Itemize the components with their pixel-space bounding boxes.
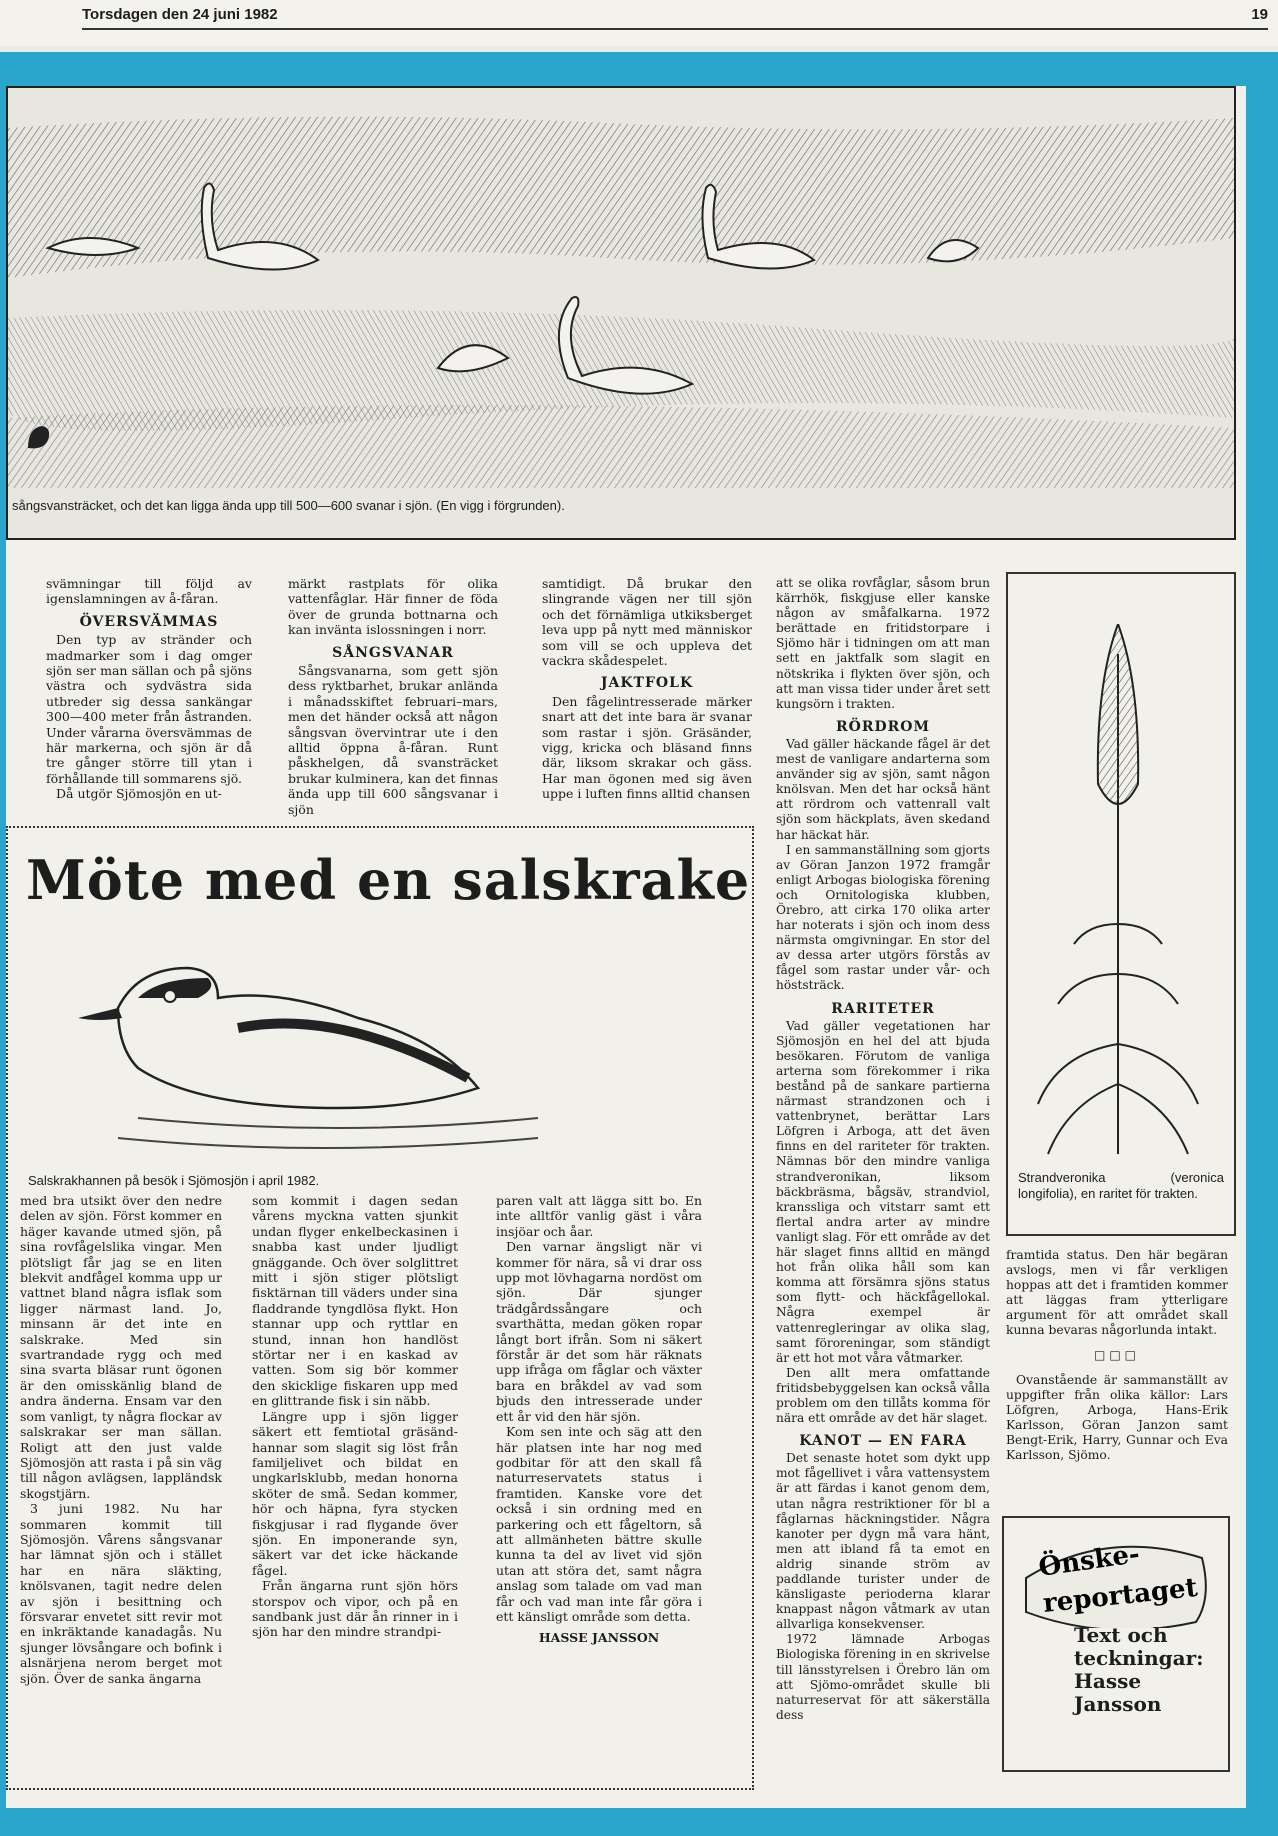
col4-paragraph-5: Det senaste hotet som dykt upp mot fågellivet i våra vattensystem är att färdas i kanot genom dem, utan några restriktioner för bl a fåglarnas häckningstider. Några kanoter per dygn må vara hänt, men att ibland få ta emot en aldrig sinande ström av paddlande turister under de känsligaste perioderna klarar knappast någon våtmark av utan allvarliga konsekvenser. [776, 1451, 990, 1632]
s3-paragraph-3: Kom sen inte och säg att den här platsen inte har nog med godbitar för att den skall få naturreservatets status i framtiden. Kanske vore det också i sin ordning med en parkering och ett fågeltorn, så att allmänheten bättre skulle kunna ta del av livet vid sjön utan att störa det, samt några anslag som talade om vad man får och vad man inte får göra i ett känsligt område som detta. [496, 1424, 702, 1624]
illustration-caption: sångsvansträcket, och det kan ligga ända upp till 500—600 svanar i sjön. (En vigg i förgrunden). [12, 498, 565, 513]
col5-paragraph-1: framtida status. Den här begäran avslogs, men vi får verkligen hoppas att det i framtiden kommer att läggas fram ytterligare argument för att området skall kunna bevaras någorlunda intakt. [1006, 1248, 1228, 1337]
onske-reportaget-box [1002, 1516, 1230, 1772]
logo-line1: Önske- [1036, 1539, 1142, 1583]
col4-intro: att se olika rovfåglar, såsom brun kärrhök, fiskgjuse eller kanske någon av småfalkarna. 1972 berättade en fritidstorpare i Sjömo här i tidningen om att man sett en jaktfalk som slagit en nötskrika i flykten över sjön, och att man vissa tider under året sett kungsörn i trakten. [776, 576, 990, 711]
s2-paragraph-3: Från ängarna runt sjön hörs storspov och vipor, och på en sandbank just där ån rinner in i sjön har den mindre strandpi- [252, 1578, 458, 1640]
masthead [0, 0, 1278, 46]
issue-date: Torsdagen den 24 juni 1982 [82, 6, 278, 23]
column-4 [776, 576, 990, 1723]
s2-paragraph-2: Längre upp i sjön ligger säkert ett femtiotal gräsänd-hannar som slagit sig löst från familjelivet och bildat en ungkarlsklubb, medan honorna sköter de små. Sedan kommer, hör och häpna, fyra stycken fiskgjusar i rad flygande över sjön. En imponerande syn, säkert var det icke häckande fågel. [252, 1408, 458, 1578]
salskrake-column-1 [20, 1193, 222, 1686]
s2-paragraph-1: som kommit i dagen sedan vårens myckna vatten sjunkit undan flyger enkelbeckasinen i snabba kast under ljudligt gnäggande. Och över solglittret mitt i sjön stiger plötsligt fisktärnan till väders under sina fladdrande tyngdlösa flykt. Hon stannar upp och ryttlar en stund, innan hon handlöst störtar ner i en kaskad av vatten. Som sig bör kommer den skicklige fiskaren upp med en glittrande fisk i sin näbb. [252, 1193, 458, 1409]
col3-intro: samtidigt. Då brukar den slingrande vägen ner till sjön och det förnämliga utkiksberget leva upp på nytt med människor som vill se och uppleva det vackra skådespelet. [542, 576, 752, 669]
header-rule [82, 28, 1268, 30]
credit-line-3: Hasse [1074, 1669, 1142, 1693]
s1-paragraph-1: med bra utsikt över den nedre delen av sjön. Först kommer en häger kavande utmed sjön, på sina rovfågelslika vingar. Men plötsligt får jag se en liten blekvit andfågel komma upp ur vattnet bland några isflak som ligger närmast land. Jo, minsann är det inte en salskrake. Med sin svartrandade rygg och med sina svarta bläsar runt ögonen är den omisskänlig bland de andra änderna. Ensam var den som vanligt, ty några flockar av salskrakar ser man sällan. Roligt att den just valde Sjömosjön att rasta i på sin väg till någon avlägsen, lappländsk skogstjärn. [20, 1193, 222, 1501]
salskrake-column-3 [496, 1193, 702, 1646]
col2-intro: märkt rastplats för olika vattenfåglar. Här finner de föda över de grunda bottnarna och kan invänta islossningen i norr. [288, 576, 498, 638]
plant-caption: Strandveronika (veronica longifolia), en raritet för trakten. [1018, 1170, 1224, 1201]
onske-reportaget-logo [1020, 1538, 1210, 1628]
col1-paragraph: Den typ av stränder och madmarker som i dag omger sjön ser man sällan och på sjöns västra och sydvästra sida utbreder sig dessa sankängar 300—400 meter från åstranden. Under vårarna översvämmas de här markerna, och sjön är då tre gånger större till ytan i förhållande till sommarens sjö. [46, 632, 252, 786]
column-1 [46, 576, 252, 802]
credit-line-1: Text och [1074, 1623, 1168, 1647]
col5-paragraph-2: Ovanstående är sammanställt av uppgifter från olika källor: Lars Löfgren, Arboga, Hans-Erik Karlsson, Göran Janzon samt Bengt-Erik, Harry, Gunnar och Eva Karlsson, Sjömo. [1006, 1373, 1228, 1462]
plant-figure-box [1006, 572, 1236, 1236]
credit-line-4: Jansson [1074, 1692, 1162, 1716]
col1-paragraph-2: Då utgör Sjömosjön en ut- [56, 786, 222, 802]
salskrake-caption: Salskrakhannen på besök i Sjömosjön i april 1982. [28, 1173, 320, 1188]
heading-kanot: KANOT — EN FARA [799, 1433, 967, 1450]
s3-paragraph-2: Den varnar ängsligt när vi kommer för nära, så vi drar oss upp mot lövhagarna nordöst om sjön. Där sjunger trädgårdssångare och svarthätta, medan göken ropar långt bort ifrån. Som ni säkert förstår är det som här räknats upp ifråga om fåglar och växter bara en bråkdel av vad som bjuds den intresserade under ett år vid den här sjön. [496, 1239, 702, 1424]
swan-drawing [8, 88, 1234, 488]
col2-paragraph: Sångsvanarna, som gett sjön dess ryktbarhet, brukar anlända i månadsskiftet februari–mars, men det händer också att någon sångsvan övervintrar ute i den alltid öppna å-fåran. Runt påskhelgen, då svansträcket brukar kulminera, kan det finnas ända upp till 600 sångsvanar i sjön [288, 663, 498, 817]
col3-paragraph: Den fågelintresserade märker snart att det inte bara är svanar som rastar i sjön. Gräsänder, vigg, kricka och bläsand finns där, liksom skrakar och gäss. Har man ögonen med sig även uppe i luften finns alltid chansen [542, 693, 752, 802]
byline: HASSE JANSSON [538, 1630, 660, 1646]
heading-oversvammas: ÖVERSVÄMMAS [79, 613, 219, 630]
heading-jaktfolk: JAKTFOLK [600, 675, 694, 692]
heading-sangsvanar: SÅNGSVANAR [332, 644, 454, 661]
col4-paragraph-4: Den allt mera omfattande fritidsbebyggelsen kan också vålla problem om den tillåts komma för nära ett område av det här slaget. [776, 1365, 990, 1426]
swan-illustration [6, 86, 1236, 540]
col4-paragraph-6: 1972 lämnade Arbogas Biologiska förening in en skrivelse till länsstyrelsen i Örebro län om att Sjömo-området skulle bli naturreservat för att säkerställa dess [776, 1632, 990, 1722]
column-2 [288, 576, 498, 817]
page-number: 19 [1251, 6, 1268, 23]
strandveronika-drawing [1028, 624, 1214, 1164]
onske-credits [1074, 1624, 1204, 1716]
salskrake-column-2 [252, 1193, 458, 1640]
blue-frame [0, 52, 1278, 1836]
article-page [6, 86, 1246, 1808]
s1-paragraph-2: 3 juni 1982. Nu har sommaren kommit till Sjömosjön. Vårens sångsvanar har lämnat sjön och i stället har en nära släkting, knölsvanen, tagit nedre delen av sjön i besittning och försvarar envetet sitt revir mot en inkräktande kanadagås. Nu sjunger lövsångare och bofink i alsnärjena nerom berget mot sjön. Över de sanka ängarna [20, 1501, 222, 1686]
col4-paragraph-1: Vad gäller häckande fågel är det mest de vanligare andarterna som använder sig av sjön, samt någon knölsvan. Men det har också hänt att rördrom och vattenrall valt sjön som häckplats, även skedand har häckat här. [776, 736, 990, 842]
col4-paragraph-2: I en sammanställning som gjorts av Göran Janzon 1972 framgår enligt Arbogas biologiska förening och Ornitologiska klubben, Örebro, att cirka 170 olika arter har noterats i sjön och inom dess närmsta omgivningar. En stor del av dessa arter utgörs förstås av fågel som rastar under vår- och höststräck. [776, 842, 990, 993]
col1-intro: svämningar till följd av igenslamningen av å-fåran. [46, 576, 252, 607]
column-3 [542, 576, 752, 802]
credit-line-2: teckningar: [1074, 1646, 1204, 1670]
col4-paragraph-3: Vad gäller vegetationen har Sjömosjön en hel del att bjuda besökaren. Förutom de vanliga arterna som förekommer i rika bestånd på de sankare partierna närmast strandzonen och i vattenbrynet, berättar Lars Löfgren i Arboga, att det även finns en del rariteter för trakten. Nämnas bör den mindre vanliga strandveronikan, liksom bäckbräsma, bågsäv, strandviol, kranssliga och vitstarr samt ett flertal andra arter av mindre vanligt slag. För ett område av det här slaget finns alltid en mängd hot från olika håll som kan komma att försämra sjöns status som flytt- och häckfågellokal. Några exempel är vattenregleringar av olika slag, samt föroreningar, som ständigt är ett hot mot våra våtmarker. [776, 1018, 990, 1365]
section-divider: □□□ [1093, 1348, 1140, 1362]
logo-line2: reportaget [1041, 1572, 1199, 1619]
smew-drawing [78, 918, 558, 1168]
heading-rariteter: RARITETER [831, 1000, 935, 1017]
salskrake-box [6, 826, 754, 1790]
s3-paragraph-1: paren valt att lägga sitt bo. En inte alltför vanlig gäst i våra insjöar och åar. [496, 1193, 702, 1239]
salskrake-title: Möte med en salskrake [26, 848, 751, 912]
heading-rordrom: RÖRDROM [836, 718, 930, 735]
column-5 [1006, 1248, 1228, 1463]
